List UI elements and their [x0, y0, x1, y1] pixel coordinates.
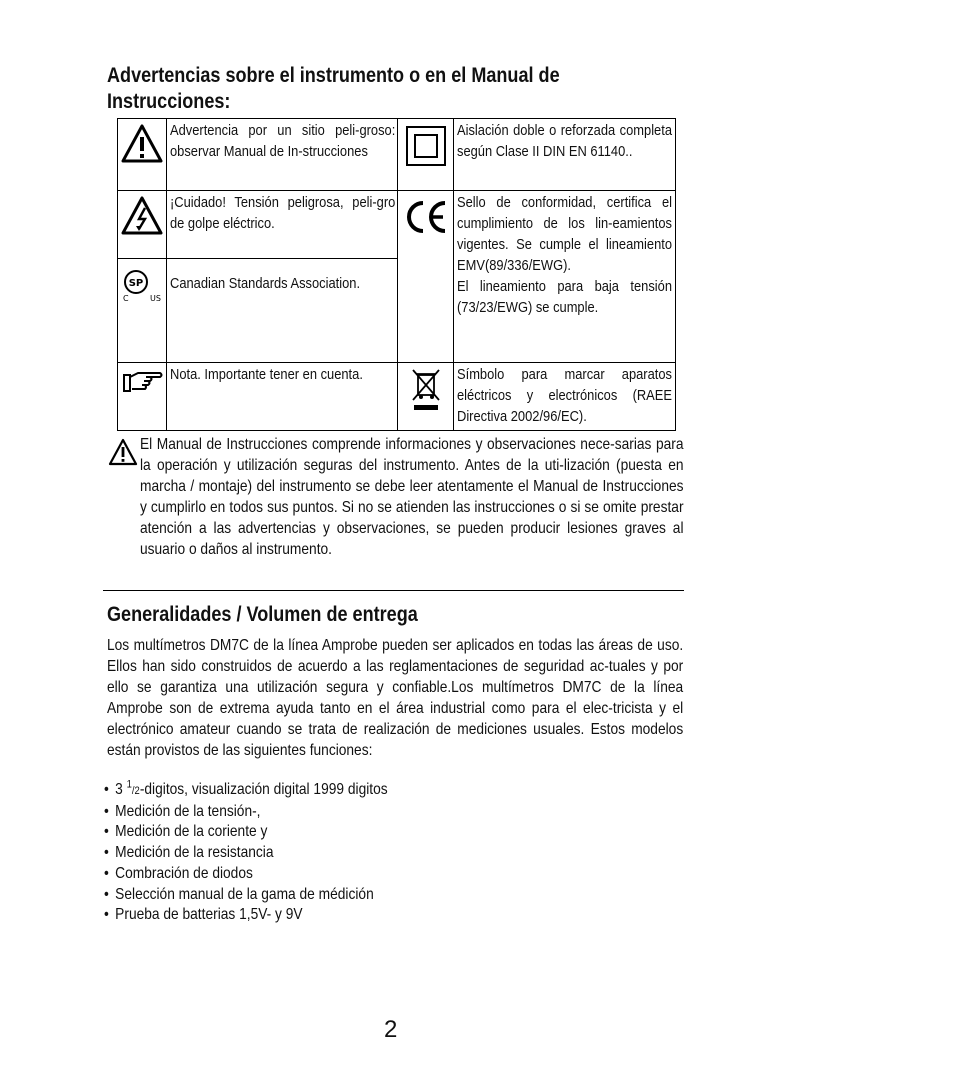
fraction-denominator: /2: [131, 785, 140, 797]
bullet: •: [104, 885, 109, 903]
heading-line-2: Instrucciones:: [107, 90, 231, 113]
feature-text: Medición de la resistancia: [115, 844, 274, 862]
pointing-hand-icon: [120, 367, 164, 395]
general-heading-text: Generalidades / Volumen de entrega: [107, 603, 418, 626]
list-item: [104, 822, 388, 843]
csa-logo-inner-text: SP: [128, 278, 144, 289]
feature-digits-rest: -digitos, visualización digital 1999 digitos: [139, 781, 388, 798]
ce-description-1: Sello de conformidad, certifica el cumplimiento de los lin-eamientos vigentes. Se cumple el lineamiento EMV(89/336/EWG).: [457, 194, 672, 274]
list-item: [104, 885, 388, 906]
ce-description-2: El lineamiento para baja tensión (73/23/EWG) se cumple.: [457, 278, 672, 316]
feature-text: Medición de la tensión-,: [115, 802, 261, 820]
bullet: •: [104, 781, 109, 798]
double-insulation-description: Aislación doble o reforzada completa según Clase II DIN EN 61140..: [457, 122, 672, 160]
csa-description: Canadian Standards Association.: [170, 275, 361, 292]
section-heading-general: [107, 602, 468, 628]
list-item: [104, 905, 388, 926]
high-voltage-icon: [120, 194, 164, 238]
crossed-bin-icon: [408, 367, 444, 413]
symbol-cell-csa: [118, 259, 167, 363]
csa-logo-icon: [119, 265, 165, 305]
symbols-table: [117, 118, 676, 431]
feature-digits-prefix: 3: [115, 781, 127, 798]
weee-description: Símbolo para marcar aparatos eléctricos y electrónicos (RAEE Directiva 2002/96/EC).: [457, 366, 672, 425]
symbol-cell-warning: [118, 119, 167, 191]
text-cell-weee: [454, 363, 676, 431]
bullet: •: [104, 802, 109, 820]
text-cell-shock: [167, 191, 398, 259]
warning-triangle-icon: [108, 438, 138, 466]
bullet: •: [104, 906, 109, 924]
bullet: •: [104, 864, 109, 882]
text-cell-double-insulation: [454, 119, 676, 191]
text-cell-csa: [167, 259, 398, 363]
list-item: [104, 843, 388, 864]
feature-text: Prueba de batterias 1,5V- y 9V: [115, 906, 303, 924]
symbol-cell-note: [118, 363, 167, 431]
feature-text: Selección manual de la gama de médición: [115, 885, 374, 903]
section-heading-warnings: [107, 63, 633, 115]
list-item: [104, 802, 388, 823]
page-number: 2: [384, 1016, 398, 1043]
bullet: •: [104, 844, 109, 862]
feature-text: Combración de diodos: [115, 864, 253, 882]
symbol-cell-double-insulation: [398, 119, 454, 191]
text-cell-warning: [167, 119, 398, 191]
ce-mark-icon: [403, 199, 449, 235]
text-cell-ce: [454, 191, 676, 363]
section-divider: [103, 590, 684, 591]
feature-text: Medición de la coriente y: [115, 823, 268, 841]
double-insulation-icon: [404, 124, 448, 168]
list-item: [104, 780, 388, 802]
general-paragraph: [107, 635, 683, 761]
symbol-cell-weee: [398, 363, 454, 431]
symbol-cell-ce: [398, 191, 454, 363]
csa-logo-us-text: US: [150, 294, 161, 303]
symbol-cell-shock: [118, 191, 167, 259]
heading-line-1: Advertencias sobre el instrumento o en el Manual de: [107, 64, 560, 87]
safety-paragraph-text: El Manual de Instrucciones comprende informaciones y observaciones nece-sarias para la operación y utilización seguras del instrumento. Antes de la uti-lización (puesta en marcha / montaje) del instrumento se debe leer atentamente el Manual de Instrucciones y cumplirlo en todos sus puntos. Si no se atienden las instrucciones o si se omite prestar atención a las advertencias y observaciones, se pueden producir lesiones graves al usuario o daños al instrumento.: [140, 436, 684, 558]
safety-paragraph: [140, 434, 684, 560]
shock-description: ¡Cuidado! Tensión peligrosa, peli-gro de golpe eléctrico.: [170, 194, 396, 232]
feature-list: [104, 780, 388, 926]
fraction-numerator: 1: [126, 778, 132, 791]
list-item: [104, 864, 388, 885]
general-paragraph-text: Los multímetros DM7C de la línea Amprobe pueden ser aplicados en todas las áreas de uso. Ellos han sido construidos de acuerdo a las reglamentaciones de seguridad ac-tuales y por ello se garantiza una utilización segura y confiable.Los multímetros DM7C de la línea Amprobe son de extrema ayuda tanto en el área industrial como para el elec-tricista y el electrónico amateur cuando se trata de realización de mediciones usuales. Estos modelos están provistos de las siguientes funciones:: [107, 637, 684, 759]
text-cell-note: [167, 363, 398, 431]
warning-triangle-icon: [120, 122, 164, 166]
csa-logo-c-text: C: [123, 294, 129, 303]
note-description: Nota. Importante tener en cuenta.: [170, 366, 363, 383]
bullet: •: [104, 823, 109, 841]
warning-description: Advertencia por un sitio peli-groso: observar Manual de In-strucciones: [170, 122, 396, 160]
